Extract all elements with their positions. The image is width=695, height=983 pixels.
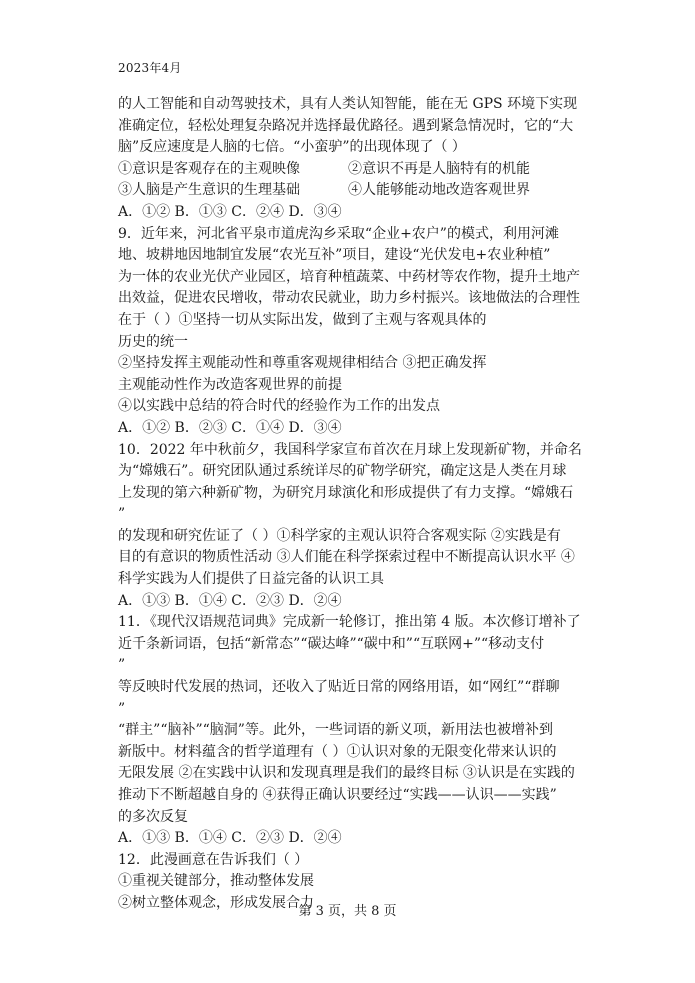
page-number: 第 3 页，共 8 页 bbox=[298, 904, 397, 919]
text-line: ②坚持发挥主观能动性和尊重客观规律相结合 ③把正确发挥 bbox=[118, 355, 487, 372]
header-date: 2023年4月 bbox=[118, 61, 182, 75]
text-line: 等反映时代发展的热词，还收入了贴近日常的网络用语，如“网红”“群聊 bbox=[118, 679, 560, 696]
text-line: 地、坡耕地因地制宜发展“农光互补”项目，建设“光伏发电+农业种植” bbox=[118, 247, 551, 264]
text-line: 在于（ ）①坚持一切从实际出发，做到了主观与客观具体的 bbox=[118, 311, 487, 328]
answer-options: A．①② B．②③ C．①④ D．③④ bbox=[118, 419, 342, 436]
text-line: 主观能动性作为改造客观世界的前提 bbox=[118, 376, 342, 393]
text-line: 11．《现代汉语规范词典》完成新一轮修订，推出第 4 版。本次修订增补了 bbox=[118, 614, 581, 631]
text-line: 为“嫦娥石”。研究团队通过系统详尽的矿物学研究，确定这是人类在月球 bbox=[118, 463, 567, 480]
text-line: 准确定位，轻松处理复杂路况并选择最优路径。遇到紧急情况时，它的“大 bbox=[118, 117, 574, 134]
text-line: 近千条新词语，包括“新常态”“碳达峰”“碳中和”“互联网+”“移动支付 bbox=[118, 635, 545, 652]
choice-text: ②意识不再是人脑特有的机能 bbox=[348, 160, 530, 177]
text-line: 10．2022 年中秋前夕，我国科学家宣布首次在月球上发现新矿物，并命名 bbox=[118, 441, 582, 458]
text-line: 无限发展 ②在实践中认识和发现真理是我们的最终目标 ③认识是在实践的 bbox=[118, 765, 575, 782]
text-line: 目的有意识的物质性活动 ③人们能在科学探索过程中不断提高认识水平 ④ bbox=[118, 549, 575, 566]
text-line: “群主”“脑补”“脑洞”等。此外，一些词语的新义项，新用法也被增补到 bbox=[118, 722, 553, 739]
text-line: ” bbox=[118, 506, 126, 523]
text-line: 脑”反应速度是人脑的七倍。“小蛮驴”的出现体现了（ ） bbox=[118, 139, 466, 156]
text-line: 科学实践为人们提供了日益完备的认识工具 bbox=[118, 571, 384, 588]
text-line: 上发现的第六种新矿物，为研究月球演化和形成提供了有力支撑。“嫦娥石 bbox=[118, 484, 574, 501]
text-line: ” bbox=[118, 657, 126, 674]
text-line: 为一体的农业光伏产业园区，培育种植蔬菜、中药材等农作物，提升土地产 bbox=[118, 268, 580, 285]
text-line: ④以实践中总结的符合时代的经验作为工作的出发点 bbox=[118, 398, 440, 415]
text-line: 的多次反复 bbox=[118, 808, 188, 825]
text-line: 出效益，促进农民增收，带动农民就业，助力乡村振兴。该地做法的合理性 bbox=[118, 290, 580, 307]
choice-row bbox=[118, 180, 580, 202]
answer-options: A．①③ B．①④ C．②③ D．②④ bbox=[118, 592, 342, 609]
text-line: ” bbox=[118, 700, 126, 717]
choice-text: ①意识是客观存在的主观映像 bbox=[118, 160, 300, 177]
text-line: 推动下不断超越自身的 ④获得正确认识要经过“实践——认识——实践” bbox=[118, 787, 557, 803]
text-line: 历史的统一 bbox=[118, 333, 188, 350]
text-line: ①重视关键部分，推动整体发展 bbox=[118, 873, 314, 890]
text-line: 新版中。材料蕴含的哲学道理有（ ）①认识对象的无限变化带来认识的 bbox=[118, 743, 557, 760]
answer-options: A．①③ B．①④ C．②③ D．②④ bbox=[118, 830, 342, 847]
text-line: ②树立整体观念，形成发展合力 bbox=[118, 894, 314, 911]
text-line: 的发现和研究佐证了（ ）①科学家的主观认识符合客观实际 ②实践是有 bbox=[118, 527, 561, 544]
choice-row bbox=[118, 159, 580, 181]
page-content bbox=[118, 94, 580, 915]
text-line: 的人工智能和自动驾驶技术，具有人类认知智能，能在无 GPS 环境下实现 bbox=[118, 96, 578, 112]
answer-options: A．①② B．①③ C．②④ D．③④ bbox=[118, 203, 342, 220]
choice-text: ④人能够能动地改造客观世界 bbox=[348, 182, 530, 199]
text-line: 12．此漫画意在告诉我们（ ） bbox=[118, 851, 309, 868]
text-line: 9．近年来，河北省平泉市道虎沟乡采取“企业+农户”的模式，利用河滩 bbox=[118, 225, 559, 242]
choice-text: ③人脑是产生意识的生理基础 bbox=[118, 182, 300, 199]
